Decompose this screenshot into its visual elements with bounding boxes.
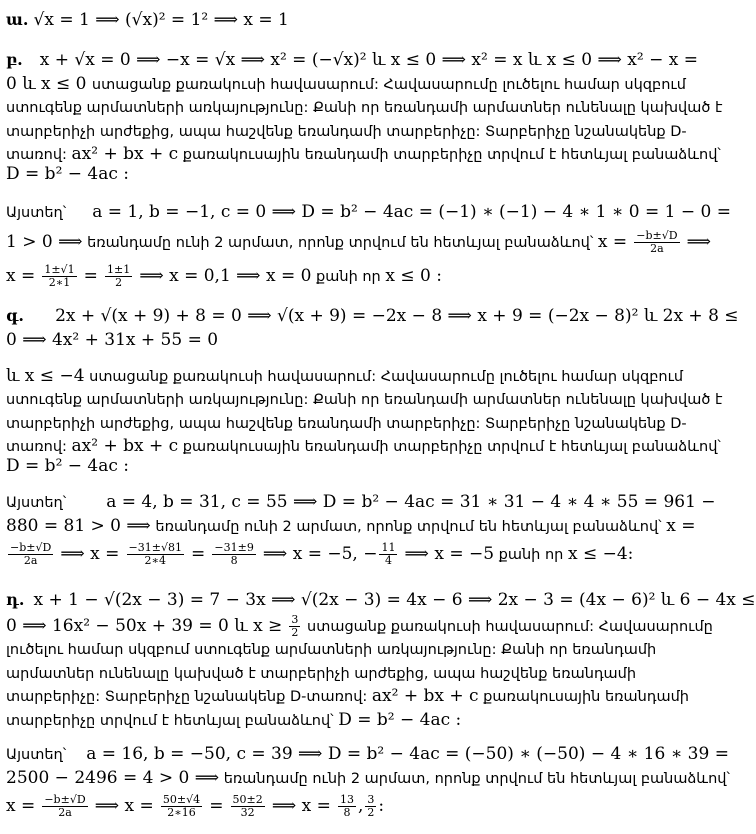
section-a-letter: ա. [6, 10, 29, 29]
fraction: $\frac{50\pm√4}{2∗16}$ [162, 793, 201, 819]
quadratic-formula-fraction: $\frac{-b\pm√D}{2a}$ [44, 793, 86, 819]
section-c-line-6 [6, 436, 721, 457]
section-d-step: ⟹ x = [271, 796, 331, 816]
equals-sign: = [191, 544, 206, 564]
section-b-text: ստացանք քառակուսի հավասարում: Հավասարումը լուծելու համար սկզբում [91, 77, 686, 93]
section-d-line-5 [6, 686, 689, 707]
section-c-calc: 880 = 81 > 0 ⟹ [6, 516, 151, 536]
section-d-line-3: լուծելու համար սկզբում ստուգենք արմատների առկայությունը: Քանի որ եռանդամի [6, 642, 657, 658]
section-b-text: քանի որ [311, 269, 386, 285]
section-c-text: ստացանք քառակուսի հավասարում: Հավասարումը լուծելու համար սկզբում [84, 369, 684, 385]
section-b-text: եռանդամը ունի 2 արմատ, որոնք տրվում են հետևյալ բանաձևով՝ [82, 235, 598, 251]
section-c-condition: և x ≤ −4 [6, 366, 85, 386]
fraction: $\frac{3}{2}$ [291, 613, 299, 639]
section-c-line-8 [6, 492, 716, 513]
fraction: $\frac{-31\pm√81}{2∗4}$ [128, 541, 182, 567]
section-d-label: Այստեղ՝ [6, 747, 67, 763]
section-d-line-4: արմատներ ունենալը կախված է տարբերիչի արժեքից, ապա հաշվենք եռանդամի [6, 666, 637, 682]
section-d-equation: x + 1 − √(2x − 3) = 7 − 3x ⟹ √(2x − 3) = 4x − 6 ⟹ 2x − 3 = (4x − 6)² և 6 − 4x ≤ [33, 590, 756, 610]
section-c-step: ⟹ x = [60, 544, 120, 564]
section-c-letter: գ. [6, 306, 24, 325]
section-c-step: ⟹ x = −5, − [262, 544, 378, 564]
section-d-discriminant-formula: D = b² − 4ac : [338, 710, 462, 730]
fraction: $\frac{50\pm 2}{32}$ [232, 793, 263, 819]
section-b-calc: 1 > 0 ⟹ [6, 232, 83, 252]
section-c-text: քառակուսային եռանդամի տարբերիչը տրվում է հետևյալ բանաձևով՝ [178, 439, 721, 455]
implies-arrow: ⟹ [686, 232, 712, 252]
section-b-line-5 [6, 144, 721, 165]
section-d-text: տարբերիչը տրվում է հետևյալ բանաձևով՝ [6, 713, 339, 729]
quadratic-formula-fraction: $\frac{-b\pm√D}{2a}$ [10, 541, 52, 567]
end-mark: : [378, 796, 385, 816]
section-c-line-4: ստուգենք արմատների առկայությունը: Քանի որ եռանդամի արմատներ ունենալը կախված է [6, 392, 723, 408]
section-b-x: x = [6, 266, 36, 286]
section-d-text: տարբերիչը: Տարբերիչը նշանակենք D-տառով: [6, 689, 372, 705]
equals-sign: = [83, 266, 98, 286]
section-c-calc: a = 4, b = 31, c = 55 ⟹ D = b² − 4ac = 31 ∗ 31 − 4 ∗ 4 ∗ 55 = 961 − [106, 492, 716, 512]
fraction: $\frac{11}{4}$ [381, 541, 396, 567]
section-d-line-2 [6, 614, 713, 639]
section-b-label: Այստեղ՝ [6, 205, 67, 221]
section-d-letter: դ. [6, 590, 25, 609]
fraction: $\frac{-31\pm 9}{8}$ [214, 541, 254, 567]
fraction: $\frac{1\pm 1}{2}$ [107, 263, 131, 289]
section-b-text: քառակուսային եռանդամի տարբերիչը տրվում է հետևյալ բանաձևով՝ [178, 147, 721, 163]
section-d-calc: a = 16, b = −50, c = 39 ⟹ D = b² − 4ac = (−50) ∗ (−50) − 4 ∗ 16 ∗ 39 = [86, 744, 729, 764]
section-b-discriminant-formula: D = b² − 4ac : [6, 164, 130, 184]
section-a-equation: √x = 1 ⟹ (√x)² = 1² ⟹ x = 1 [33, 10, 289, 30]
section-c-line-10 [6, 542, 633, 567]
section-c-line-1 [6, 306, 739, 326]
section-d-line-8 [6, 768, 730, 789]
section-c-line-5: տարբերիչի արժեքից, ապա հաշվենք եռանդամի տարբերիչը: Տարբերիչը նշանակենք D- [6, 416, 687, 432]
section-d-line-6 [6, 710, 461, 731]
quadratic-formula-fraction: $\frac{-b\pm√D}{2a}$ [636, 229, 678, 255]
section-b-line-2 [6, 74, 686, 95]
section-c-line-9 [6, 516, 695, 537]
section-c-text: եռանդամը ունի 2 արմատ, որոնք տրվում են հետևյալ բանաձևով՝ [150, 519, 667, 535]
section-b-line-8 [6, 230, 711, 255]
section-c-result: ⟹ x = −5 [404, 544, 495, 564]
section-c-line-3 [6, 366, 683, 387]
section-b-line-1 [6, 50, 698, 70]
section-c-x: x = [666, 516, 696, 536]
section-d-line-9 [6, 794, 384, 819]
section-b-letter: բ. [6, 50, 23, 69]
section-d-equation: 0 ⟹ 16x² − 50x + 39 = 0 և x ≥ [6, 616, 283, 636]
section-b-text: տառով: [6, 147, 72, 163]
section-b-line-9 [6, 264, 442, 289]
section-b-condition: x ≤ 0 : [385, 266, 442, 286]
section-c-discriminant-formula: D = b² − 4ac : [6, 456, 130, 476]
section-d-text: քառակուսային եռանդամի [478, 689, 689, 705]
section-d-x: x = [6, 796, 36, 816]
section-c-trinomial: ax² + bx + c [71, 436, 179, 456]
section-b-line-4: տարբերիչի արժեքից, ապա հաշվենք եռանդամի տարբերիչը: Տարբերիչը նշանակենք D- [6, 124, 687, 140]
section-c-condition: x ≤ −4: [567, 544, 634, 564]
section-b-trinomial: ax² + bx + c [71, 144, 179, 164]
section-c-line-2: 0 ⟹ 4x² + 31x + 55 = 0 [6, 330, 219, 350]
section-d-step: ⟹ x = [94, 796, 154, 816]
section-d-line-7 [6, 744, 729, 765]
section-c-label: Այստեղ՝ [6, 495, 67, 511]
section-c-text: քանի որ [494, 547, 568, 563]
section-b-equation: x + √x = 0 ⟹ −x = √x ⟹ x² = (−√x)² և x ≤ 0 ⟹ x² = x և x ≤ 0 ⟹ x² − x = [39, 50, 698, 70]
fraction: $\frac{1\pm√1}{2∗1}$ [44, 263, 75, 289]
fraction: $\frac{3}{2}$ [367, 793, 375, 819]
section-d-text: եռանդամը ունի 2 արմատ, որոնք տրվում են հետևյալ բանաձևով՝ [219, 771, 730, 787]
section-d-calc: 2500 − 2496 = 4 > 0 ⟹ [6, 768, 220, 788]
section-d-text: ստացանք քառակուսի հավասարում: Հավասարումը [302, 619, 713, 635]
section-b-calc: a = 1, b = −1, c = 0 ⟹ D = b² − 4ac = (−1) ∗ (−1) − 4 ∗ 1 ∗ 0 = 1 − 0 = [92, 202, 731, 222]
fraction: $\frac{13}{8}$ [339, 793, 354, 819]
section-d-line-1 [6, 590, 756, 610]
section-c-text: տառով: [6, 439, 72, 455]
section-d-trinomial: ax² + bx + c [371, 686, 479, 706]
comma: , [357, 796, 364, 816]
section-a-line-1 [6, 10, 289, 30]
section-b-condition: 0 և x ≤ 0 [6, 74, 92, 94]
equals-sign: = [209, 796, 224, 816]
section-b-x: x = [597, 232, 628, 252]
section-c-equation: 2x + √(x + 9) + 8 = 0 ⟹ √(x + 9) = −2x − 8 ⟹ x + 9 = (−2x − 8)² և 2x + 8 ≤ [55, 306, 739, 326]
section-b-result: ⟹ x = 0,1 ⟹ x = 0 [139, 266, 312, 286]
section-b-line-3: ստուգենք արմատների առկայությունը: Քանի որ եռանդամի արմատներ ունենալը կախված է [6, 100, 723, 116]
section-b-line-7 [6, 202, 731, 223]
